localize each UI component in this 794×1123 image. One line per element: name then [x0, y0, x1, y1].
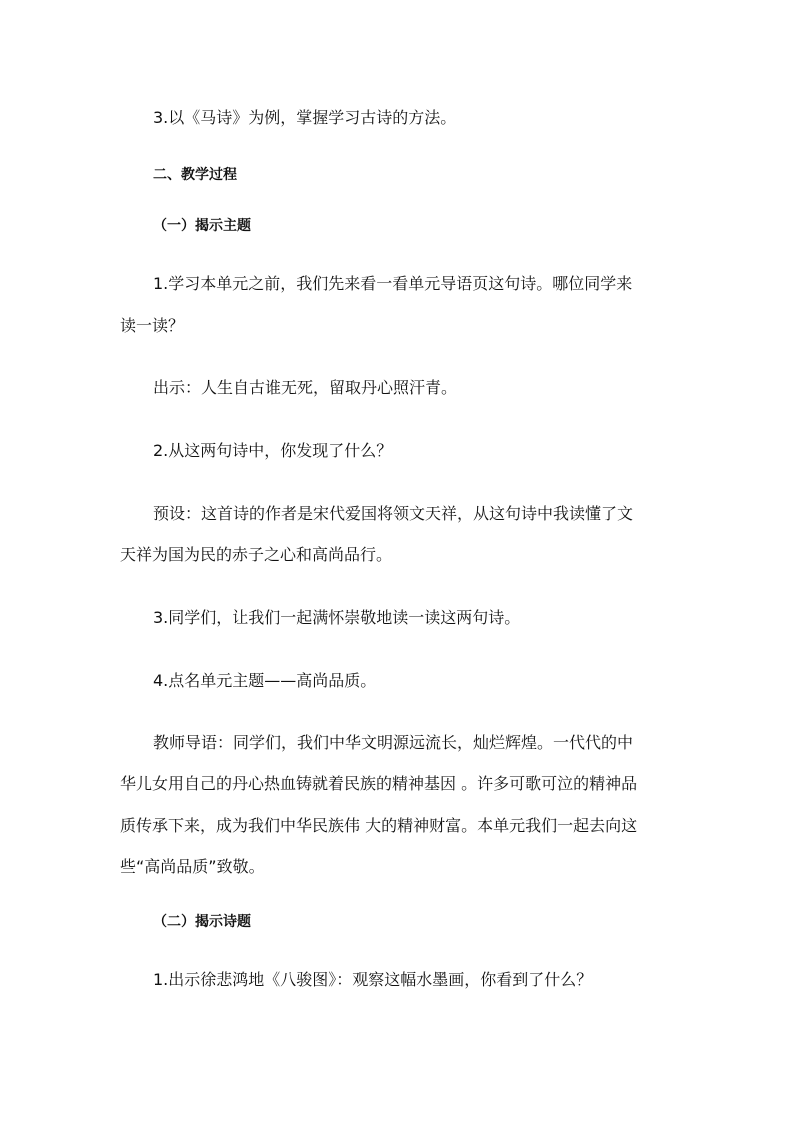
teacher-intro-line-3: 质传承下来，成为我们中华民族伟 大的精神财富。本单元我们一起去向这 [120, 816, 638, 835]
paragraph-1-line-2: 读一读？ [120, 316, 185, 335]
objective-line: 3.以《马诗》为例，掌握学习古诗的方法。 [153, 108, 457, 127]
paragraph-show-poem: 出示：人生自古谁无死，留取丹心照汗青。 [153, 378, 458, 397]
subsection-heading-reveal-theme: （一）揭示主题 [153, 218, 251, 234]
teacher-intro-line-1: 教师导语：同学们，我们中华文明源远流长，灿烂辉煌。一代代的中 [153, 733, 634, 752]
paragraph-show-painting: 1.出示徐悲鸿地《八骏图》：观察这幅水墨画，你看到了什么？ [153, 970, 593, 989]
section-heading-teaching-process: 二、教学过程 [153, 167, 237, 183]
paragraph-item-4: 4.点名单元主题——高尚品质。 [153, 671, 377, 690]
paragraph-preset-line-1: 预设：这首诗的作者是宋代爱国将领文天祥，从这句诗中我读懂了文 [153, 504, 634, 523]
paragraph-item-3: 3.同学们，让我们一起满怀崇敬地读一读这两句诗。 [153, 608, 521, 627]
paragraph-1-line-1: 1.学习本单元之前，我们先来看一看单元导语页这句诗。哪位同学来 [153, 274, 633, 293]
teacher-intro-line-2: 华儿女用自己的丹心热血铸就着民族的精神基因 。许多可歌可泣的精神品 [120, 774, 638, 793]
teacher-intro-line-4: 些“高尚品质”致敬。 [120, 857, 265, 876]
paragraph-question-2: 2.从这两句诗中，你发现了什么？ [153, 441, 393, 460]
paragraph-preset-line-2: 天祥为国为民的赤子之心和高尚品行。 [120, 545, 393, 564]
subsection-heading-reveal-title: （二）揭示诗题 [153, 914, 251, 930]
